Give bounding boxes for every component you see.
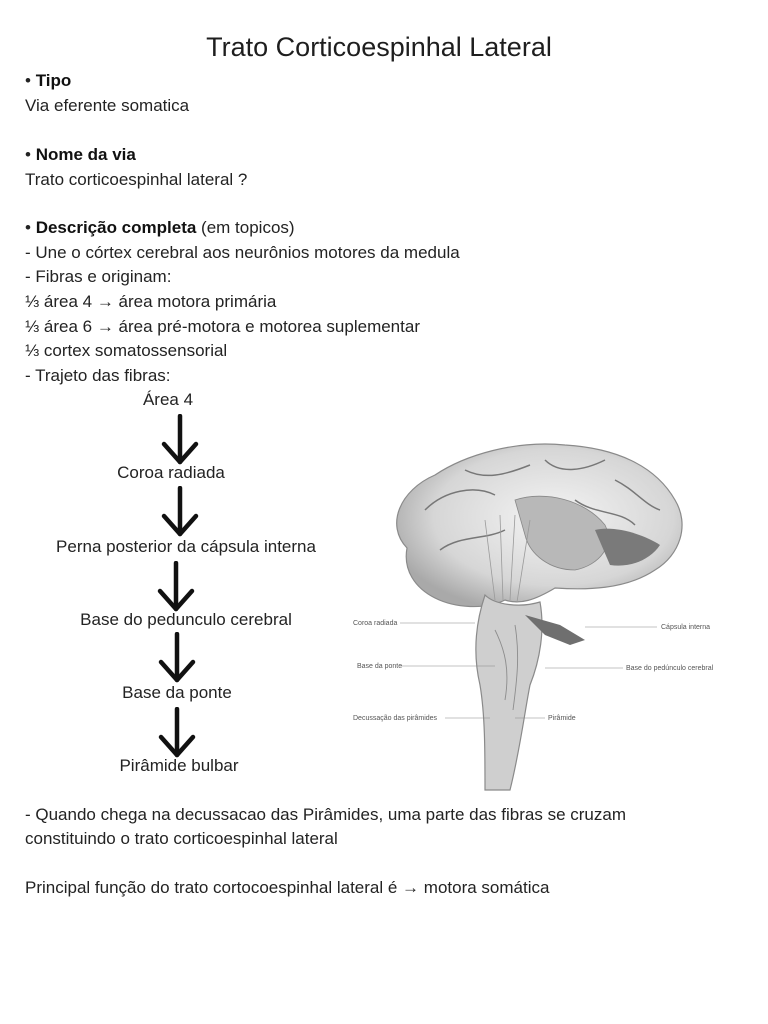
tipo-heading: [25, 70, 71, 92]
descricao-line: - Trajeto das fibras:: [25, 366, 171, 385]
down-arrow-icon: [156, 561, 196, 613]
descricao-line: ⅓ cortex somatossensorial: [25, 341, 228, 360]
figure-label-piramide: Pirâmide: [548, 715, 576, 722]
brain-sagittal-figure: [345, 430, 735, 800]
footer-line: Principal função do trato cortocoespinhal lateral é → motora somática: [25, 878, 550, 897]
flow-step-piramide-bulbar: Pirâmide bulbar: [119, 756, 239, 775]
nome-heading-text: Nome da via: [35, 145, 136, 164]
nome-heading: [25, 144, 136, 166]
down-arrow-icon: [160, 486, 200, 538]
flow-step-coroa-radiada: Coroa radiada: [117, 463, 225, 482]
footer-line: - Quando chega na decussacao das Pirâmides, uma parte das fibras se cruzam: [25, 805, 626, 824]
bullet: •: [25, 145, 31, 164]
descricao-heading: [25, 217, 295, 239]
flow-step-base-ponte: Base da ponte: [122, 683, 232, 702]
figure-label-coroa-radiada: Coroa radiada: [353, 620, 398, 627]
nome-value: Trato corticoespinhal lateral ?: [25, 170, 248, 189]
bullet: •: [25, 71, 31, 90]
down-arrow-icon: [157, 632, 197, 684]
figure-label-base-pedunculo: Base do pedúnculo cerebral: [626, 665, 714, 672]
tipo-heading-text: Tipo: [35, 71, 72, 90]
down-arrow-icon: [160, 414, 200, 466]
descricao-line: ⅓ área 6 → área pré-motora e motorea suplementar: [25, 317, 420, 336]
descricao-heading-suffix: (em topicos): [196, 218, 295, 237]
descricao-heading-text: Descrição completa: [35, 218, 197, 237]
figure-label-base-ponte: Base da ponte: [357, 663, 403, 670]
tipo-value: Via eferente somatica: [25, 96, 190, 115]
figure-label-capsula-interna: Cápsula interna: [661, 624, 711, 631]
descricao-line: ⅓ área 4 → área motora primária: [25, 292, 277, 311]
bullet: •: [25, 218, 31, 237]
flow-step-area-4: Área 4: [142, 390, 194, 409]
figure-label-decussacao: Decussação das pirâmides: [353, 715, 438, 722]
flow-step-perna-posterior: Perna posterior da cápsula interna: [56, 537, 316, 556]
flow-step-base-pedunculo: Base do pedunculo cerebral: [80, 610, 292, 629]
descricao-line: - Fibras e originam:: [25, 267, 172, 286]
descricao-line: - Une o córtex cerebral aos neurônios motores da medula: [25, 243, 460, 262]
down-arrow-icon: [157, 707, 197, 759]
footer-line: constituindo o trato corticoespinhal lateral: [25, 829, 338, 848]
page-title: Trato Corticoespinhal Lateral: [206, 32, 552, 62]
